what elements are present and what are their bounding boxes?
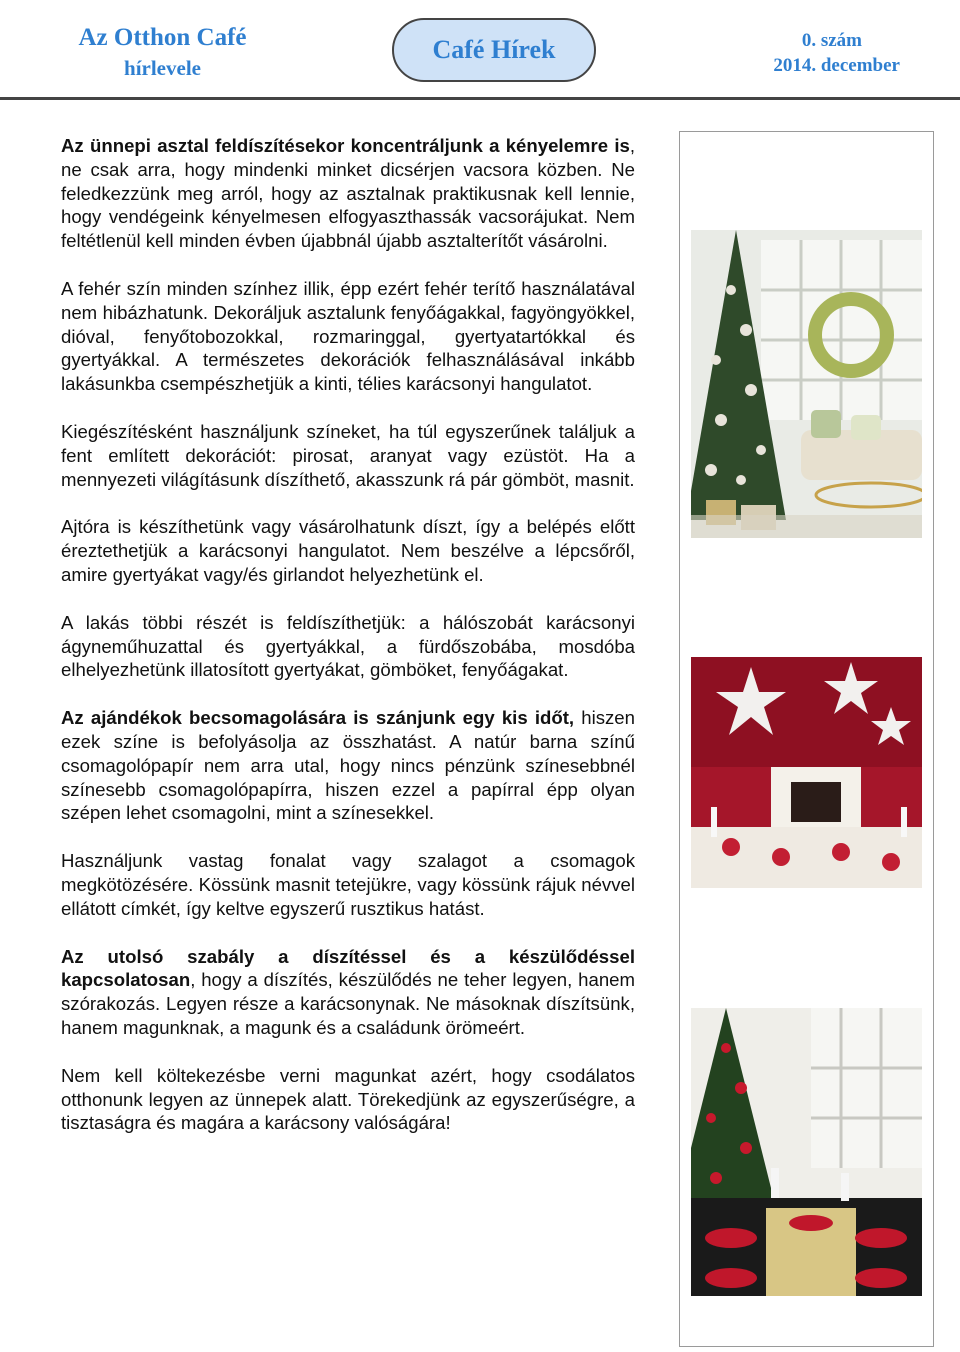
paragraph-9: Nem kell költekezésbe verni magunkat azért, hogy csodálatos otthonunk legyen az ünnepek alatt. Törekedjünk az egyszerűségre, a tisztaságra és magára a karácsony valóságára! — [61, 1064, 635, 1134]
paragraph-8-bold: Az utolsó szabály a díszítéssel és a készülődéssel kapcsolatosan — [61, 945, 635, 991]
paragraph-8-text: , hogy a díszítés, készülődés ne teher legyen, hanem szórakozás. Legyen része a karácsonynak. Ne másoknak díszítsünk, hanem magunknak, a magunk és a családunk örömeért. — [61, 969, 635, 1038]
paragraph-1-text: , ne csak arra, hogy mindenki minket dicsérjen vacsora közben. Ne feledkezzünk meg arról, hogy az asztalnak praktikusnak kell lennie, hogy vendégeink kényelmesen elfogyaszthassák vacsorájukat. Nem feltétlenül kell minden évben újabbnál újabb asztalterítőt vásárolni. — [61, 135, 635, 252]
christmas-table-setting-photo — [691, 1008, 922, 1296]
paragraph-2: A fehér szín minden színhez illik, épp ezért fehér terítő használatával nem hibázhatunk. Dekoráljuk asztalunk fenyőágakkal, fagyöngyökkel, dióval, fenyőtobozokkal, rozmaringgal, gyertyatartókkal és gyertyákkal. A természetes dekorációk felhasználásával inkább lakásunkba csempészhetjük a kinti, télies karácsonyi hangulatot. — [61, 277, 635, 395]
paragraph-1-bold: Az ünnepi asztal feldíszítésekor koncentráljunk a kényelemre is — [61, 135, 630, 156]
red-dining-room-stars-photo — [691, 657, 922, 888]
paragraph-5: A lakás többi részét is feldíszíthetjük: a hálószobát karácsonyi ágyneműhuzattal és gyertyákkal, a fürdőszobába, mosdóba elhelyezhetünk illatosított gyertyákat, gömböket, fenyőágakat. — [61, 611, 635, 681]
paragraph-8 — [61, 945, 635, 1040]
paragraph-7: Használjunk vastag fonalat vagy szalagot a csomagok megkötözésére. Kössünk masnit tetejükre, vagy kössünk rájuk névvel ellátott címkét, így keltve egyszerű rusztikus hatást. — [61, 850, 635, 919]
paragraph-6-bold: Az ajándékok becsomagolására is szánjunk egy kis időt, — [61, 707, 575, 729]
paragraph-6 — [61, 706, 635, 825]
cafe-masthead — [20, 22, 305, 82]
paragraph-3: Kiegészítésként használjunk színeket, ha túl egyszerűnek találjuk a fent említett dekorációt: pirosat, aranyat vagy ezüstöt. Ha a mennyezeti világításunk díszíthető, akasszunk rá pár gömböt, masnit. — [61, 420, 635, 490]
issue-number: 0. szám — [801, 30, 862, 51]
christmas-tree-living-room-photo — [691, 230, 922, 538]
issue-date: 2014. december — [773, 55, 900, 76]
paragraph-1 — [61, 134, 635, 253]
newsletter-label: hírlevele — [124, 56, 201, 80]
article-body — [61, 134, 635, 1159]
header-divider — [0, 97, 960, 100]
cafe-name: Az Otthon Café — [78, 24, 247, 51]
issue-info — [740, 28, 900, 78]
newsletter-title: Café Hírek — [392, 18, 596, 82]
paragraph-6-text: hiszen ezek színe is befolyásolja az összhatást. A natúr barna színű csomagolópapír nem arra utal, hogy nincs pénzünk színesebbnél színesebb csomagolópapírra, hiszen ezzel a papírral épp olyan szépen lehet csomagolni, mint a színesekkel. — [61, 707, 635, 824]
paragraph-4: Ajtóra is készíthetünk vagy vásárolhatunk díszt, így a belépés előtt éreztethetjük a karácsonyi hangulatot. Nem beszélve a lépcsőről, amire gyertyákat vagy/és girlandot helyezhetünk el. — [61, 516, 635, 585]
